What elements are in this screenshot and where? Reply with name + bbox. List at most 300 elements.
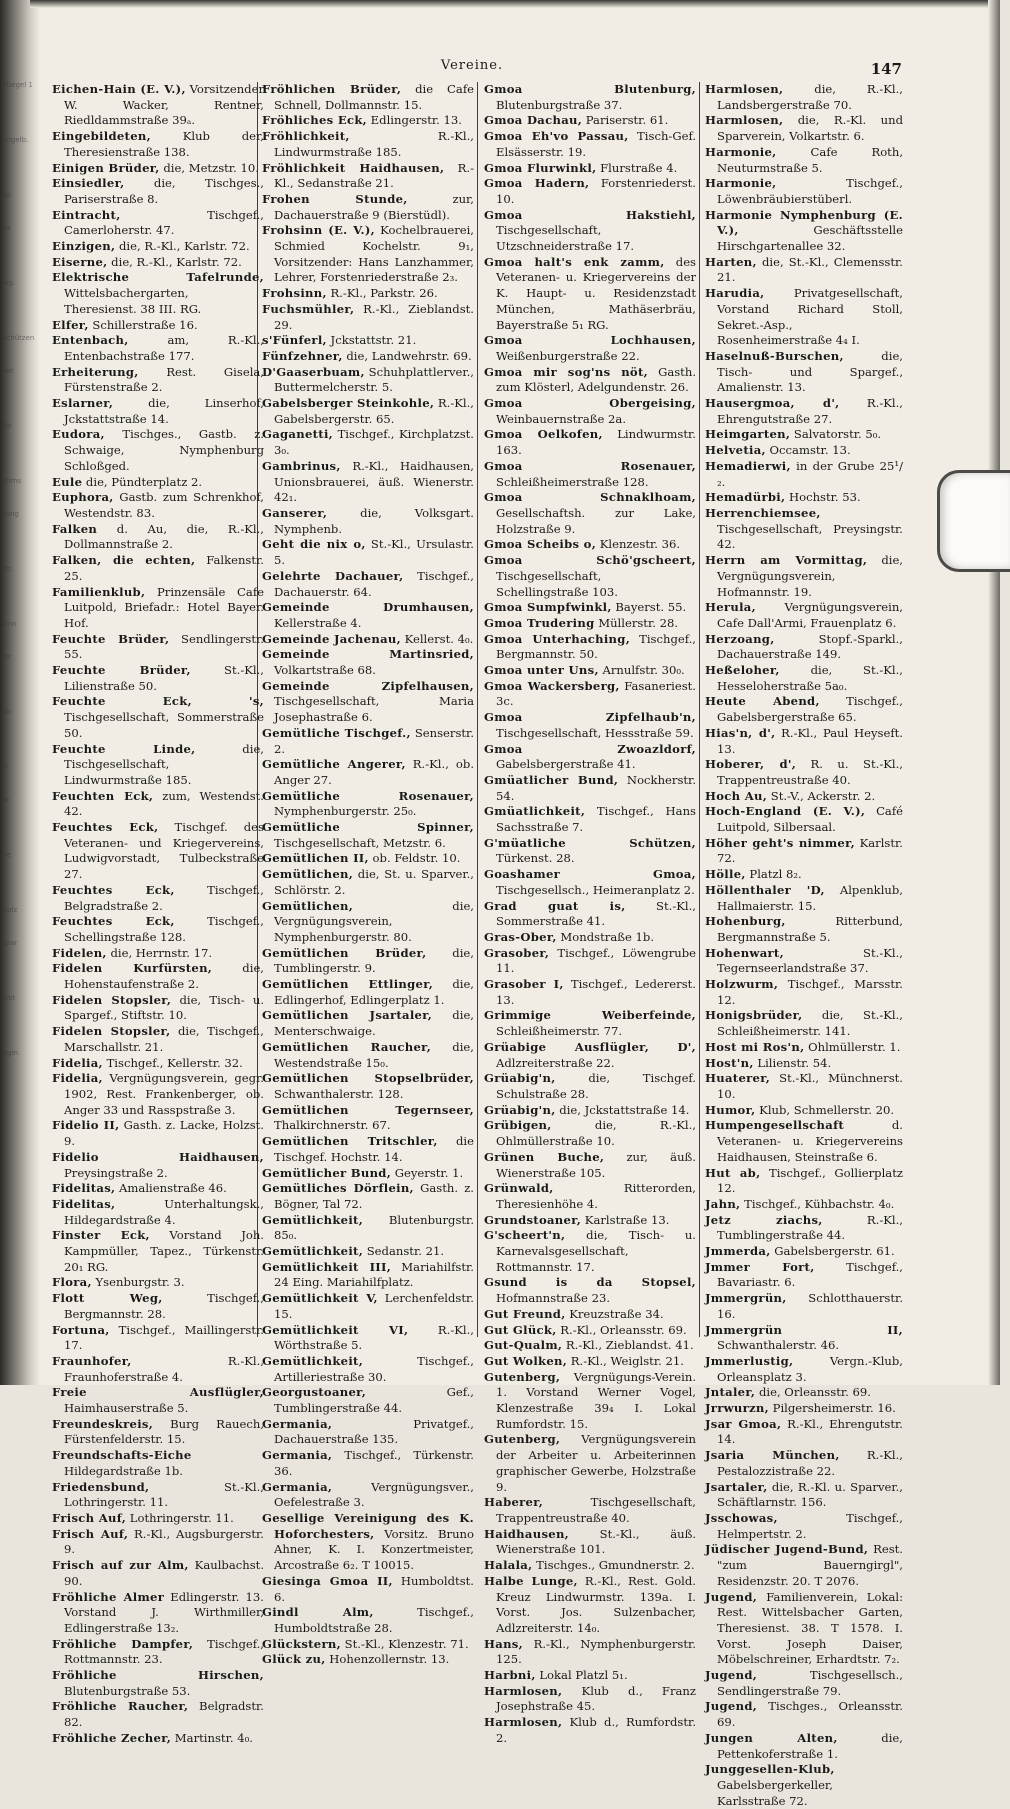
directory-entry	[484, 1181, 696, 1212]
directory-entry	[52, 632, 264, 663]
entry-name: Jmmergrün,	[705, 1291, 787, 1306]
entry-name: Jmmerda,	[705, 1244, 771, 1259]
entry-details: Tischgesellsch., Heimeranplatz 2.	[496, 882, 695, 897]
entry-name: Gemütlichkeit VI,	[262, 1322, 409, 1337]
directory-entry	[262, 1385, 474, 1416]
directory-entry	[262, 679, 474, 726]
entry-name: Grasober I,	[484, 977, 564, 992]
entry-name: Harudia,	[705, 286, 765, 301]
entry-name: Freie Ausflügler,	[52, 1385, 264, 1400]
directory-entry	[484, 1118, 696, 1149]
entry-name: Feuchte Linde,	[52, 741, 196, 756]
entry-details: Tischgesellschaft, Trappentreustraße 40.	[496, 1495, 696, 1525]
entry-name: Germania,	[262, 1448, 333, 1463]
directory-entry	[52, 1181, 264, 1197]
page-top-edge	[30, 0, 1000, 8]
directory-entry	[52, 1699, 264, 1730]
entry-name: Gemeinde Jachenau,	[262, 631, 401, 646]
directory-entry	[484, 977, 696, 1008]
directory-entry	[705, 427, 903, 443]
directory-entry	[52, 883, 264, 914]
directory-entry	[262, 632, 474, 648]
entry-details: Rest. Gisela, Fürstenstraße 2.	[64, 364, 264, 395]
entry-details: Gasth. zum Klösterl, Adelgundenstr. 26.	[496, 364, 696, 395]
entry-name: Hausergmoa, d',	[705, 396, 840, 411]
directory-entry	[262, 1574, 474, 1605]
directory-entry	[52, 82, 264, 129]
entry-details: die, Herrnstr. 17.	[106, 945, 213, 960]
directory-entry	[484, 333, 696, 364]
entry-details: Tischgef., Maillingerstr. 17.	[64, 1322, 264, 1353]
directory-entry	[52, 427, 264, 474]
directory-entry	[705, 1056, 903, 1072]
entry-name: Fidelio II,	[52, 1118, 120, 1133]
entry-name: Host mi Ros'n,	[705, 1039, 805, 1054]
directory-entry	[262, 365, 474, 396]
entry-name: G'müatliche Schützen,	[484, 835, 696, 850]
entry-details: Amalienstraße 46.	[115, 1181, 227, 1196]
directory-entry	[262, 223, 474, 286]
entry-details: Jckstattstr. 21.	[326, 333, 417, 348]
entry-details: R.-Kl., Lindwurmstraße 185.	[274, 129, 474, 159]
entry-details: d. Veteranen- u. Kriegervereins Haidhausen, Steinstraße 6.	[717, 1118, 903, 1164]
directory-entry	[262, 1448, 474, 1479]
gutter-fragment: für	[2, 422, 12, 430]
facing-page-fragments	[2, 60, 36, 1260]
entry-name: Gemütliche Spinner,	[262, 820, 474, 835]
directory-entry	[484, 1150, 696, 1181]
entry-name: Fröhliches Eck,	[262, 113, 367, 128]
entry-details: die, Westendstraße 15₀.	[274, 1039, 474, 1070]
directory-entry	[705, 883, 903, 914]
entry-name: Gemeinde Martinsried,	[262, 647, 474, 662]
entry-name: Gemütlichkeit,	[262, 1353, 364, 1368]
entry-details: Schlotthauerstr. 16.	[717, 1291, 903, 1321]
directory-entry	[52, 1558, 264, 1589]
entry-details: die, R.-Kl., Karlstr. 72.	[107, 254, 242, 269]
directory-entry	[705, 914, 903, 945]
directory-entry	[262, 349, 474, 365]
directory-entry	[484, 1527, 696, 1558]
entry-details: R.-Kl., Nymphenburgerstr. 125.	[496, 1636, 696, 1667]
entry-name: Friedensbund,	[52, 1479, 150, 1494]
entry-name: Jntaler,	[705, 1385, 756, 1400]
entry-details: Unterhaltungsk., Hildegardstraße 4.	[64, 1196, 264, 1227]
entry-details: Tischgef., Artilleriestraße 30.	[274, 1353, 474, 1384]
directory-entry	[262, 1637, 474, 1653]
entry-name: Germania,	[262, 1479, 333, 1494]
entry-name: Flora,	[52, 1275, 92, 1290]
entry-details: Schwanthalerstr. 46.	[717, 1338, 840, 1353]
entry-name: Gemeinde Zipfelhausen,	[262, 678, 474, 693]
gutter-fragment: ne	[2, 851, 11, 859]
entry-name: Eingebildeten,	[52, 129, 151, 144]
entry-details: Forstenriederst. 10.	[496, 176, 696, 206]
entry-name: Fidelen Kurfürsten,	[52, 961, 213, 976]
entry-name: Eule	[52, 474, 83, 489]
directory-entry	[262, 302, 474, 333]
directory-entry	[52, 1731, 264, 1747]
directory-entry	[262, 867, 474, 898]
directory-entry	[705, 1385, 903, 1401]
entry-name: Gelehrte Dachauer,	[262, 568, 404, 583]
gutter-fragment: fer	[2, 653, 12, 661]
directory-entry	[705, 1118, 903, 1165]
entry-details: Tischgesellsch., Sendlingerstraße 79.	[717, 1668, 903, 1698]
entry-details: die, Vergnügungsverein, Nymphenburgerstr. 80.	[274, 898, 474, 944]
entry-details: Tischgesellschaft, Metzstr. 6.	[274, 835, 446, 850]
entry-name: Gmoa Schö'gscheert,	[484, 553, 696, 568]
entry-name: Honigsbrüder,	[705, 1008, 803, 1023]
entry-name: Jahn,	[705, 1196, 741, 1211]
entry-name: Fraunhofer,	[52, 1353, 132, 1368]
directory-entry	[262, 129, 474, 160]
entry-details: Burg Rauech, Fürstenfelderstr. 15.	[64, 1416, 264, 1447]
entry-details: Mariahilfstr. 24 Eing. Mariahilfplatz.	[274, 1259, 474, 1290]
entry-name: Frisch Auf,	[52, 1526, 129, 1541]
entry-details: Arnulfstr. 30₀.	[598, 663, 685, 678]
entry-name: Hut ab,	[705, 1165, 761, 1180]
directory-entry	[52, 1668, 264, 1699]
entry-name: Feuchtes Eck,	[52, 820, 159, 835]
entry-name: Jrrwurzn,	[705, 1401, 769, 1416]
entry-details: Müllerstr. 28.	[594, 615, 679, 630]
gutter-fragment: sp	[2, 191, 11, 199]
directory-entry	[705, 1480, 903, 1511]
directory-entry	[705, 1197, 903, 1213]
directory-entry	[262, 600, 474, 631]
entry-name: Harmlosen,	[705, 82, 784, 96]
entry-name: Gutenberg,	[484, 1369, 561, 1384]
entry-name: Hoberer, d',	[705, 757, 797, 772]
directory-entry	[52, 1323, 264, 1354]
gutter-fragment: ahms	[2, 477, 22, 485]
entry-name: Herrn am Vormittag,	[705, 553, 868, 568]
directory-entry	[484, 255, 696, 334]
entry-details: Nockherstr. 54.	[496, 772, 697, 803]
entry-details: die, Hohenstaufenstraße 2.	[64, 961, 264, 992]
binding-gutter	[0, 0, 40, 1385]
entry-details: Volkartstraße 68.	[274, 663, 376, 678]
entry-details: R.-Kl., Wörthstraße 5.	[274, 1322, 474, 1353]
entry-name: Huaterer,	[705, 1071, 771, 1086]
entry-details: Flurstraße 4.	[596, 160, 678, 175]
entry-name: Gemütlichen,	[262, 898, 354, 913]
directory-entry	[484, 773, 696, 804]
directory-entry	[484, 1228, 696, 1275]
entry-details: Gabelsbergerstr. 61.	[770, 1244, 895, 1259]
directory-entry	[262, 1008, 474, 1039]
entry-details: die, R.-Kl. u. Sparver., Schäftlarnstr. 156.	[717, 1479, 903, 1510]
directory-entry	[52, 270, 264, 317]
entry-name: Gut Wolken,	[484, 1353, 568, 1368]
entry-name: Fidelen,	[52, 945, 107, 960]
entry-details: Ysenburgstr. 3.	[91, 1275, 185, 1290]
entry-name: Gemütlichkeit,	[262, 1212, 364, 1227]
entry-name: Halala,	[484, 1558, 533, 1573]
directory-entry	[705, 836, 903, 867]
entry-details: die Tischgef. Hochstr. 14.	[274, 1134, 474, 1164]
entry-details: Tischgef. des Veteranen- und Kriegervereins, Ludwigvorstadt, Tulbeckstraße 27.	[64, 820, 264, 882]
directory-entry	[705, 1448, 903, 1479]
entry-details: Stopf.-Sparkl., Dachauerstraße 149.	[717, 631, 903, 662]
entry-details: Belgradstr. 82.	[64, 1699, 264, 1730]
entry-name: Gemütlichen Jsartaler,	[262, 1008, 433, 1023]
entry-name: Gmoa Eh'vo Passau,	[484, 129, 629, 144]
entry-name: Gemütlicher Bund,	[262, 1165, 392, 1180]
entry-details: Edlingerstr. 13.	[367, 113, 462, 128]
entry-details: Kreuzstraße 34.	[565, 1306, 664, 1321]
entry-details: Pariserstr. 61.	[582, 113, 669, 128]
directory-entry	[484, 553, 696, 600]
directory-entry	[484, 946, 696, 977]
entry-name: Jugend,	[705, 1589, 758, 1604]
directory-entry	[484, 427, 696, 458]
entry-name: Gesellige Vereinigung des K. Hoforchesters,	[262, 1510, 474, 1541]
directory-entry	[52, 396, 264, 427]
directory-entry	[484, 1008, 696, 1039]
entry-name: Gmoa mir sog'ns nöt,	[484, 364, 648, 379]
directory-entry	[52, 1118, 264, 1149]
directory-entry	[52, 1024, 264, 1055]
directory-entry	[705, 600, 903, 631]
entry-details: des Veteranen- u. Kriegervereins der K. Haupt- u. Residenzstadt München, Mathäserbräu, Bayerstraße 5₁ RG.	[496, 254, 697, 332]
entry-name: Fortuna,	[52, 1322, 110, 1337]
entry-name: Humpengesellschaft	[705, 1118, 845, 1133]
directory-entry	[705, 632, 903, 663]
directory-entry	[705, 1103, 903, 1119]
directory-entry	[705, 1291, 903, 1322]
entry-details: die, Tisch- u. Spargef., Stiftstr. 10.	[64, 992, 265, 1023]
entry-name: Fidelitas,	[52, 1196, 116, 1211]
directory-entry	[262, 82, 474, 113]
directory-entry	[262, 1291, 474, 1322]
entry-details: R.-Kl., Rest. Gold. Kreuz Lindwurmstr. 139a. I. Vorst. Jos. Sulzenbacher, Adlzreiterstr. 14₀.	[496, 1573, 696, 1635]
entry-details: Tischgef., Kellerstr. 32.	[102, 1055, 243, 1070]
entry-details: Gesellschaftsh. zur Lake, Holzstraße 9.	[496, 505, 696, 536]
entry-name: Haidhausen,	[484, 1526, 570, 1541]
entry-details: Gabelsbergerkeller, Karlsstraße 72.	[717, 1777, 833, 1808]
entry-details: Martinstr. 4₀.	[171, 1730, 253, 1745]
entry-name: Feuchte Brüder,	[52, 631, 170, 646]
entry-details: Ritterbund, Bergmannstraße 5.	[717, 914, 903, 944]
entry-details: Familienverein, Lokal: Rest. Wittelsbacher Garten, Theresienst. 38. T 1578. I. Vorst. Joseph Daiser, Möbelschreiner, Erhardtstr. 7₂.	[717, 1589, 903, 1667]
entry-details: ob. Feldstr. 10.	[368, 851, 461, 866]
directory-entry	[705, 1542, 903, 1589]
entry-name: Fidelen Stopsler,	[52, 992, 172, 1007]
entry-details: Tischgef., Rottmannstr. 23.	[64, 1636, 264, 1667]
directory-entry	[705, 490, 903, 506]
entry-details: Geyerstr. 1.	[391, 1165, 464, 1180]
entry-details: R.-Kl., Weiglstr. 21.	[567, 1353, 684, 1368]
directory-entry	[262, 1213, 474, 1244]
gutter-fragment: Stiegel 1	[2, 81, 33, 89]
entry-name: Gemütlichkeit III,	[262, 1259, 392, 1274]
entry-name: Helvetia,	[705, 443, 766, 458]
index-tab[interactable]	[937, 470, 1010, 572]
entry-details: Gef., Tumblingerstraße 44.	[274, 1385, 474, 1416]
directory-entry	[52, 1150, 264, 1181]
entry-name: Harmonie,	[705, 144, 777, 159]
entry-name: Frohen Stunde,	[262, 191, 408, 206]
entry-name: Herrenchiemsee,	[705, 505, 821, 520]
directory-entry	[484, 1668, 696, 1684]
page-number: 147	[870, 60, 902, 78]
entry-name: Grüabig'n,	[484, 1102, 556, 1117]
entry-name: Gmoa Zipfelhaub'n,	[484, 710, 696, 725]
entry-details: R.-Kl., Zieblandst. 41.	[562, 1338, 694, 1353]
directory-entry	[262, 506, 474, 537]
directory-entry	[484, 1354, 696, 1370]
entry-name: Geht die nix o,	[262, 537, 366, 552]
entry-name: Freundschafts-Eiche	[52, 1448, 192, 1463]
entry-details: Salvatorstr. 5₀.	[790, 427, 882, 442]
directory-entry	[262, 1652, 474, 1668]
entry-details: R.-Kl., Augsburgerstr. 9.	[64, 1526, 264, 1557]
directory-entry	[484, 899, 696, 930]
entry-name: Gmoa Schnaklhoam,	[484, 490, 696, 505]
entry-details: Klub d., Franz Josephstraße 45.	[496, 1683, 696, 1714]
directory-entry	[484, 82, 696, 113]
directory-entry	[484, 1307, 696, 1323]
directory-entry	[262, 1071, 474, 1102]
entry-details: Türkenst. 28.	[496, 851, 575, 866]
entry-details: R.-Kl., Parkstr. 26.	[326, 286, 438, 301]
entry-name: Jsar Gmoa,	[705, 1416, 782, 1431]
entry-name: Harmonie Nymphenburg (E. V.),	[705, 207, 903, 238]
entry-name: Fröhliche Almer	[52, 1589, 165, 1604]
directory-entry	[262, 1323, 474, 1354]
entry-name: Gemütliches Dörflein,	[262, 1181, 414, 1196]
entry-details: d. Au, die, R.-Kl., Dollmannstraße 2.	[64, 521, 264, 552]
entry-name: Fidelia,	[52, 1071, 103, 1086]
entry-name: Fidelio Haidhausen,	[52, 1149, 264, 1164]
directory-entry	[262, 537, 474, 568]
entry-details: Tischgef., Bergmannstr. 50.	[496, 631, 696, 662]
entry-name: Gemütlichen Ettlinger,	[262, 977, 434, 992]
entry-details: zur, Dachauerstraße 9 (Bierstüdl).	[274, 191, 474, 222]
entry-name: Gaganetti,	[262, 427, 333, 442]
directory-entry	[262, 1480, 474, 1511]
entry-name: Grünen Buche,	[484, 1149, 605, 1164]
entry-details: die, Metzstr. 10.	[159, 160, 259, 175]
entry-details: Senserstr. 2.	[274, 725, 475, 756]
directory-entry	[52, 914, 264, 945]
entry-name: Gemütlichkeit V,	[262, 1291, 378, 1306]
entry-name: Frisch auf zur Alm,	[52, 1558, 189, 1573]
entry-name: Gindl Alm,	[262, 1605, 374, 1620]
entry-name: Hohenburg,	[705, 914, 786, 929]
directory-entry	[52, 475, 264, 491]
entry-details: Tischgesellschaft, Hessstraße 59.	[496, 725, 694, 740]
entry-name: Hemadürbi,	[705, 490, 786, 505]
directory-entry	[262, 1354, 474, 1385]
directory-entry	[484, 1370, 696, 1433]
entry-details: Tischgef., Belgradstraße 2.	[64, 882, 264, 913]
entry-details: Tischgef., Humboldtstraße 28.	[274, 1605, 474, 1635]
directory-entry	[52, 742, 264, 789]
entry-name: Falken, die echten,	[52, 553, 196, 568]
entry-details: Pilgersheimerstr. 16.	[768, 1401, 896, 1416]
entry-name: Gmoa Blutenburg,	[484, 82, 696, 96]
entry-name: Elektrische Tafelrunde,	[52, 270, 264, 285]
entry-name: Gmoa unter Uns,	[484, 663, 599, 678]
entry-name: G'scheert'n,	[484, 1228, 566, 1243]
entry-name: Einsiedler,	[52, 176, 125, 191]
entry-name: Gemütlichen II,	[262, 851, 369, 866]
directory-entry	[262, 1260, 474, 1291]
entry-name: Fröhliche Dampfer,	[52, 1636, 194, 1651]
entry-details: Tischgef., Gollierplatz 12.	[717, 1165, 903, 1196]
entry-name: Fidelia,	[52, 1055, 103, 1070]
directory-entry	[52, 522, 264, 553]
entry-details: Tischgef., Gabelsbergerstraße 65.	[717, 694, 903, 725]
entry-details: Klub, Schmellerstr. 20.	[755, 1102, 895, 1117]
entry-name: Harmlosen,	[705, 113, 784, 128]
entry-details: Preysingstraße 2.	[64, 1165, 168, 1180]
entry-name: Heßeloher,	[705, 663, 780, 678]
entry-name: Holzwurm,	[705, 977, 779, 992]
entry-name: Gmoa Flurwinkl,	[484, 160, 597, 175]
directory-entry	[705, 726, 903, 757]
directory-entry	[484, 679, 696, 710]
directory-entry	[705, 396, 903, 427]
entry-details: Schillerstraße 16.	[88, 317, 198, 332]
directory-entry	[484, 1684, 696, 1715]
entry-details: Nymphenburgerstr. 25₀.	[274, 804, 417, 819]
entry-name: Fidelen Stopsler,	[52, 1024, 171, 1039]
directory-entry	[705, 1008, 903, 1039]
directory-entry	[52, 161, 264, 177]
entry-name: Euphora,	[52, 490, 114, 505]
entry-details: die, Menterschwaige.	[274, 1008, 474, 1039]
directory-entry	[705, 1590, 903, 1669]
directory-entry	[705, 1244, 903, 1260]
directory-entry	[705, 255, 903, 286]
entry-name: Hoch Au,	[705, 788, 768, 803]
entry-details: Tischgef., Bavariastr. 6.	[717, 1259, 903, 1290]
entry-name: Jungen Alten,	[705, 1730, 838, 1745]
directory-entry	[484, 632, 696, 663]
entry-details: Blutenburgstraße 37.	[496, 97, 623, 112]
entry-details: Vergn.-Klub, Orleansplatz 3.	[717, 1353, 903, 1384]
entry-name: Heimgarten,	[705, 427, 791, 442]
entry-details: Tischgef., Helmpertstr. 2.	[717, 1510, 903, 1541]
directory-entry	[52, 1511, 264, 1527]
entry-name: Flott Weg,	[52, 1291, 163, 1306]
directory-entry	[484, 1275, 696, 1306]
directory-entry	[484, 537, 696, 553]
directory-entry	[705, 694, 903, 725]
directory-entry	[262, 851, 474, 867]
directory-entry	[705, 459, 903, 490]
entry-name: Fröhlichen Brüder,	[262, 82, 402, 96]
entry-details: Weißenburgerstraße 22.	[496, 348, 640, 363]
entry-details: R.-Kl., Gabelsbergerstr. 65.	[274, 396, 474, 426]
entry-details: Sendlingerstr. 55.	[64, 631, 264, 662]
entry-name: Jugend,	[705, 1668, 758, 1683]
entry-details: die, St.-Kl., Hesseloherstraße 5a₀.	[717, 663, 903, 693]
gutter-fragment: ungelb.	[2, 136, 29, 144]
entry-details: Hofmannstraße 23.	[496, 1291, 611, 1306]
entry-name: Gmüatlicher Bund,	[484, 772, 619, 787]
directory-entry	[705, 1699, 903, 1730]
entry-details: die, Orleansstr. 69.	[755, 1385, 871, 1400]
directory-entry	[484, 1558, 696, 1574]
directory-entry	[484, 176, 696, 207]
directory-entry	[484, 1574, 696, 1637]
entry-name: Gut Freund,	[484, 1306, 566, 1321]
